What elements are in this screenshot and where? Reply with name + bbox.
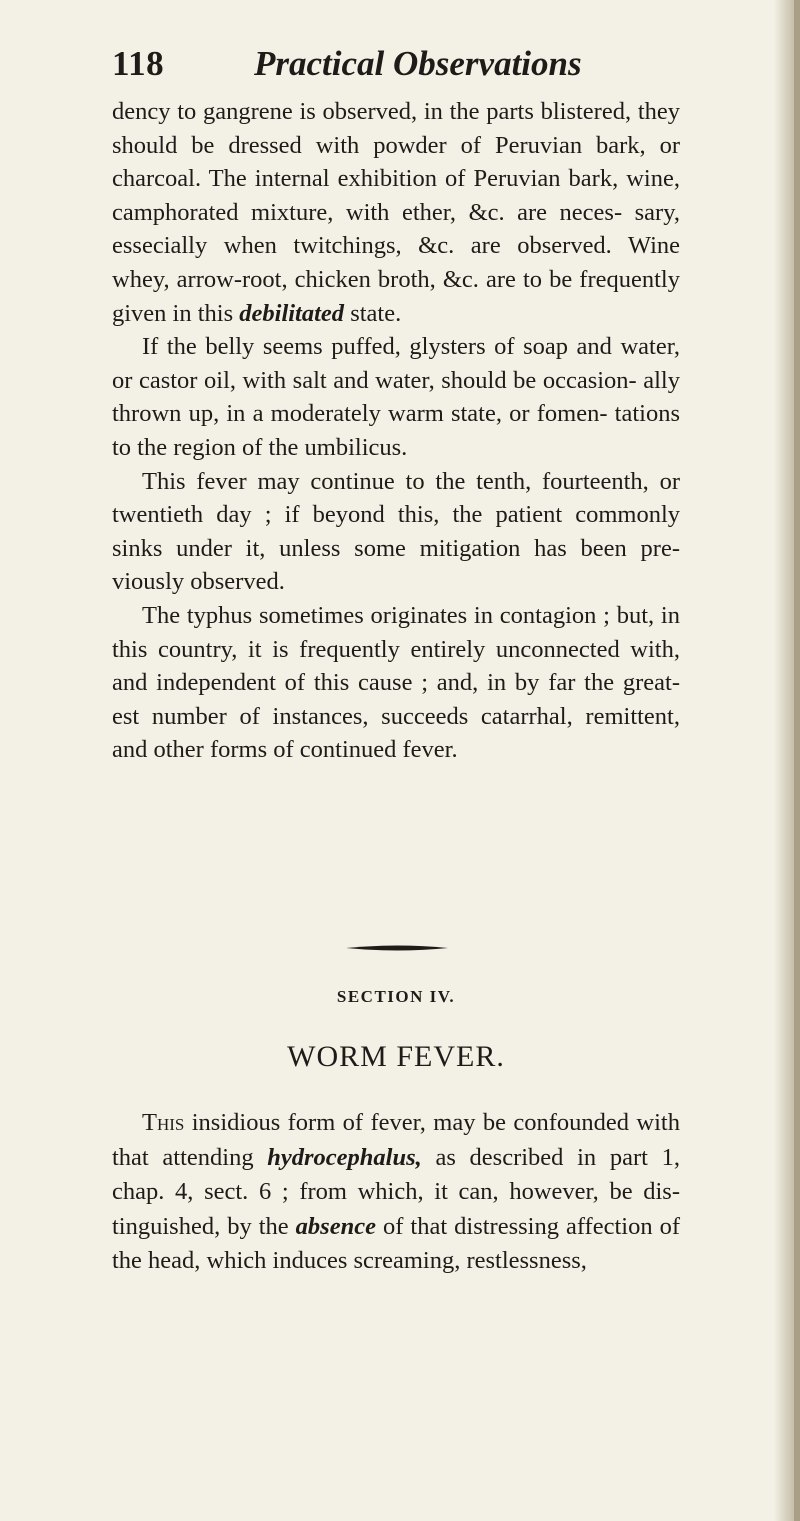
- paragraph-5-text-b: as described in part 1, chap. 4, sect. 6 ; from which, it can, however, be dis- tinguished, by the: [112, 1143, 680, 1240]
- paragraph-5-lead-word: This: [142, 1109, 185, 1136]
- body-text-bottom: [112, 1106, 680, 1279]
- section-title: WORM FEVER.: [287, 1040, 505, 1073]
- page-edge: [794, 0, 800, 1521]
- paragraph-1-text-a: dency to gangrene is observed, in the parts blistered, they should be dressed with powder of Peruvian bark, or charcoal. The internal exhibition of Peruvian bark, wine, camphorated mixture, with ether, &c. are neces- sary, essecially when twitchings, &c. are observed. Wine whey, arrow-root, chicken broth, &c. are to be frequently given in this: [112, 98, 680, 327]
- paragraph-4: The typhus sometimes originates in contagion ; but, in this country, it is frequently entirely unconnected with, and independent of this cause ; and, in by far the great- est number of instances, succeeds catarrhal, remittent, and other forms of continued fever.: [112, 601, 680, 764]
- page-number: 118: [112, 44, 165, 83]
- paragraph-1-text-b: state.: [344, 299, 402, 327]
- paragraph-2: If the belly seems puffed, glysters of soap and water, or castor oil, with salt and water, should be occasion- ally thrown up, in a moderately warm state, or fomen- tations to the region of the umbilicus.: [112, 333, 680, 461]
- paragraph-1-italic: debilitated: [239, 299, 345, 327]
- body-text-top: [112, 95, 680, 767]
- paragraph-3: This fever may continue to the tenth, fourteenth, or twentieth day ; if beyond this, the patient commonly sinks under it, unless some mitigation has been pre- viously observed.: [112, 467, 680, 596]
- running-title: Practical Observations: [254, 44, 582, 83]
- paragraph-1: [112, 95, 680, 330]
- paragraph-5-italic-1: hydrocephalus,: [267, 1143, 422, 1171]
- page-header: [112, 44, 672, 94]
- paragraph-5-text-c: of that distressing affection of the head, which induces screaming, restlessness,: [112, 1212, 680, 1274]
- paragraph-5-italic-2: absence: [295, 1212, 376, 1240]
- section-label: SECTION IV.: [336, 987, 456, 1006]
- paragraph-5-text-a: insidious form of fever, may be confounded with that attending: [112, 1109, 680, 1171]
- paragraph-5: [112, 1106, 680, 1279]
- section-ornament: [346, 944, 448, 952]
